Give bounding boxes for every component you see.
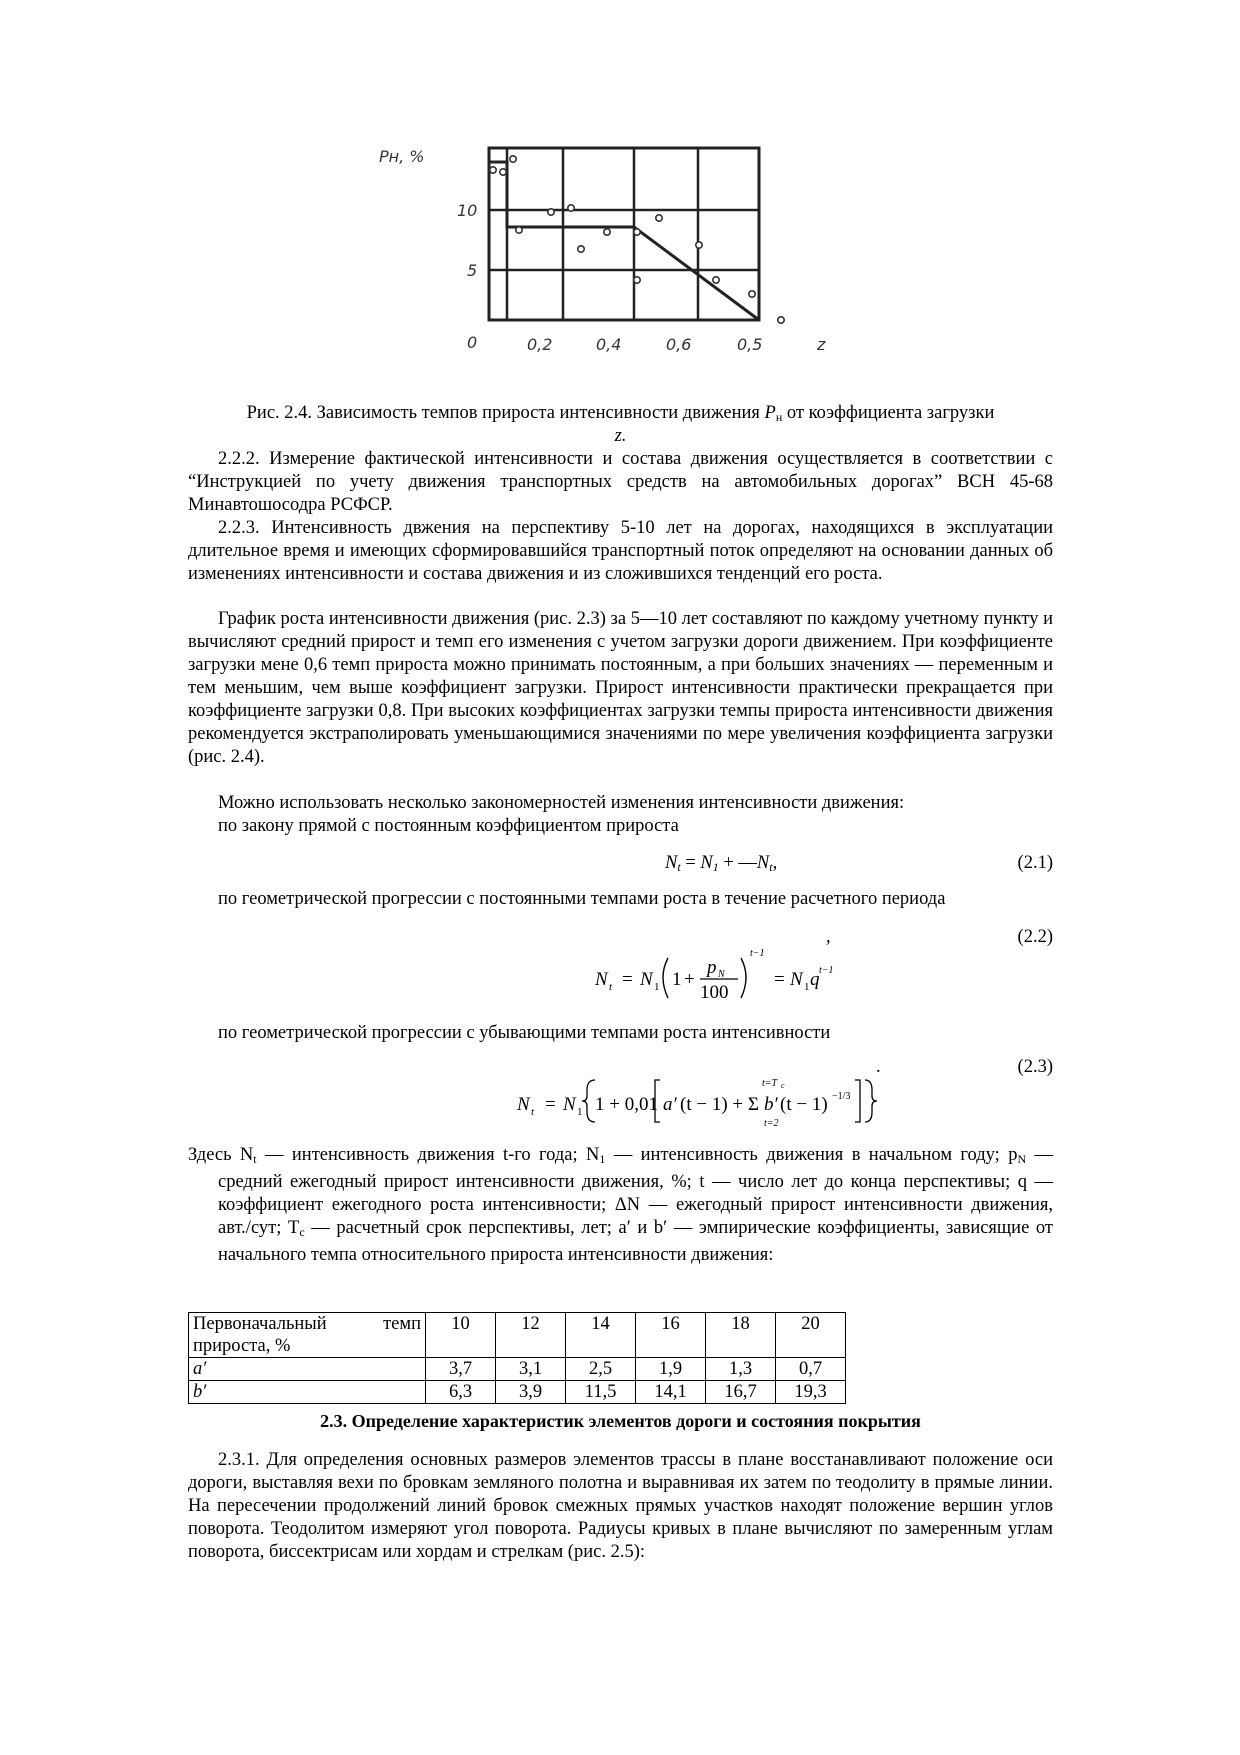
figure-y-tick-10: 10 [457,201,478,220]
svg-text:1 + 0,01: 1 + 0,01 [595,1094,658,1115]
svg-text:1: 1 [577,1106,583,1118]
figure-x-tick-1: 0,2 [527,335,553,354]
svg-text:N: N [517,1094,530,1115]
figure-grid [489,148,759,320]
svg-text:a′: a′ [663,1094,677,1115]
figure-x-tick-4: 0,5 [737,335,763,354]
table-cell: 18 [706,1313,776,1358]
table-row-label: b′ [189,1381,426,1404]
svg-text:t−1: t−1 [750,948,765,959]
svg-text:+: + [684,969,695,990]
equation-2-2-number: (2.2) [1017,927,1053,947]
table-row [189,1358,846,1381]
svg-text:c: c [781,1081,785,1090]
svg-text:t: t [609,981,613,993]
table-cell: 3,1 [496,1358,566,1381]
svg-text:N: N [718,969,725,980]
svg-text:N: N [563,1094,576,1115]
paragraph-2-3-1: 2.3.1. Для определения основных размеров элементов трассы в плане восстанавливают положение оси дороги, выставляя вехи по бровкам земляного полотна и выравнивая их затем по теодолиту в прямые линии. На пересечении продолжений линий бровок смежных прямых участков находят положение вершин углов поворота. Теодолитом измеряют угол поворота. Радиусы кривых в плане вычисляют по замеренным углам поворота, биссектрисам или хордам и стрелкам (рис. 2.5): [188,1450,1053,1562]
figure-caption-line2: z. [614,426,627,446]
svg-text:t: t [531,1106,535,1118]
svg-text:t=T: t=T [762,1078,778,1089]
table-cell: 16 [636,1313,706,1358]
svg-text:N: N [595,969,608,990]
table-cell: 2,5 [566,1358,636,1381]
svg-text:N: N [640,969,653,990]
svg-text:N: N [790,969,803,990]
table-cell: 12 [496,1313,566,1358]
definitions-text: Здесь $N_t$ — интенсивность движения t-го года; $N_1$ — интенсивность движения в начальном году; $p_N$ — средний ежегодный прирост интенсивности движения, %; t — число лет до конца перспективы; q — коэффициент ежегодного роста интенсивности; ΔN — ежегодный прирост интенсивности движения, авт./сут; $T_c$ — расчетный срок перспективы, лет; a′ и b′ — эмпирические коэффициенты, зависящие от начального темпа относительного прироста интенсивности движения: [188,1145,1054,1265]
svg-text:(t − 1) + Σ: (t − 1) + Σ [680,1094,759,1115]
equation-2-2-comma: , [826,927,831,947]
equation-2-2 [590,940,834,1006]
equation-2-1: $N_t = N_1$ + $—N_t$, [665,853,778,874]
equation-2-3-number: (2.3) [1017,1057,1053,1077]
svg-text:t−1: t−1 [819,965,834,976]
table-cell: 14 [566,1313,636,1358]
table-cell: 3,7 [426,1358,496,1381]
section-heading-2-3: 2.3. Определение характеристик элементов дороги и состояния покрытия [320,1411,921,1431]
svg-text:=: = [545,1094,556,1115]
table-cell: 0,7 [776,1358,846,1381]
table-cell: 20 [776,1313,846,1358]
paragraph-growth-chart: График роста интенсивности движения (рис. 2.3) за 5—10 лет составляют по каждому учетному пункту и вычисляют средний прирост и темп его изменения с учетом загрузки дороги движением. При коэффициенте загрузки мене 0,6 темп прироста можно принимать постоянным, а при больших значениях — переменным и тем меньшим, чем выше коэффициент загрузки. Прирост интенсивности практически прекращается при коэффициенте загрузки 0,8. При высоких коэффициентах загрузки темпы прироста интенсивности движения рекомендуется экстраполировать уменьшающимися значениями по мере увеличения коэффициента загрузки (рис. 2.4). [188,609,1053,767]
svg-text:p: p [707,957,717,978]
equation-2-3 [515,1072,880,1130]
table-row [189,1313,846,1358]
svg-text:1: 1 [804,981,810,993]
table-row-label: a′ [189,1358,426,1381]
table-cell: 16,7 [706,1381,776,1404]
table-cell: 11,5 [566,1381,636,1404]
table-cell: 1,9 [636,1358,706,1381]
paragraph-2-2-2: 2.2.2. Измерение фактической интенсивности и состава движения осуществляется в соответствии с “Инструкцией по учету движения транспортных средств на автомобильных дорогах” ВСН 45-68 Минавтошосодра РСФСР. [188,449,1053,515]
svg-text:100: 100 [700,982,729,1003]
table-cell: 6,3 [426,1381,496,1404]
equation-2-3-dot: . [876,1057,881,1077]
paragraph-geometric-decreasing: по геометрической прогрессии с убывающими темпами роста интенсивности [218,1023,831,1043]
equation-2-1-number: (2.1) [1017,853,1053,873]
svg-text:=: = [774,969,785,990]
figure-y-tick-5: 5 [467,261,478,280]
svg-text:1: 1 [672,969,682,990]
figure-caption: Рис. 2.4. Зависимость темпов прироста интенсивности движения $P_н$ от коэффициента загрузки [246,403,995,424]
svg-text:b′: b′ [764,1094,778,1115]
table-cell: 1,3 [706,1358,776,1381]
table-cell: 3,9 [496,1381,566,1404]
coefficients-table [188,1312,846,1404]
figure-y-axis-label: Pн, % [379,147,425,166]
svg-text:1: 1 [654,981,660,993]
figure-x-axis-label: z [817,335,826,354]
svg-text:(t − 1): (t − 1) [780,1094,828,1115]
figure-data-points [490,156,784,323]
table-row [189,1381,846,1404]
figure-origin-label: 0 [467,333,478,352]
table-cell: 14,1 [636,1381,706,1404]
paragraph-2-2-3: 2.2.3. Интенсивность двжения на перспективу 5-10 лет на дорогах, находящихся в эксплуатации длительное время и имеющих сформировавшийся транспортный поток определяют на основании данных об изменениях интенсивности и состава движения и из сложившихся тенденций его роста. [188,518,1053,584]
variable-definitions [188,1144,1053,1267]
table-cell: 19,3 [776,1381,846,1404]
figure-2-4 [379,147,845,403]
svg-text:=: = [622,969,633,990]
svg-text:−1/3: −1/3 [832,1091,851,1102]
figure-trend-line [489,162,759,320]
figure-x-tick-3: 0,6 [666,335,692,354]
table-cell: 10 [426,1313,496,1358]
table-header-label: Первоначальный темп прироста, % [189,1313,426,1358]
paragraph-laws: Можно использовать несколько закономерностей изменения интенсивности движения: [218,793,905,813]
paragraph-geometric-constant: по геометрической прогрессии с постоянными темпами роста в течение расчетного периода [218,889,946,909]
figure-x-tick-2: 0,4 [596,335,622,354]
svg-text:t=2: t=2 [764,1118,779,1129]
paragraph-linear-law: по закону прямой с постоянным коэффициентом прироста [218,816,679,836]
svg-text:q: q [810,969,820,990]
